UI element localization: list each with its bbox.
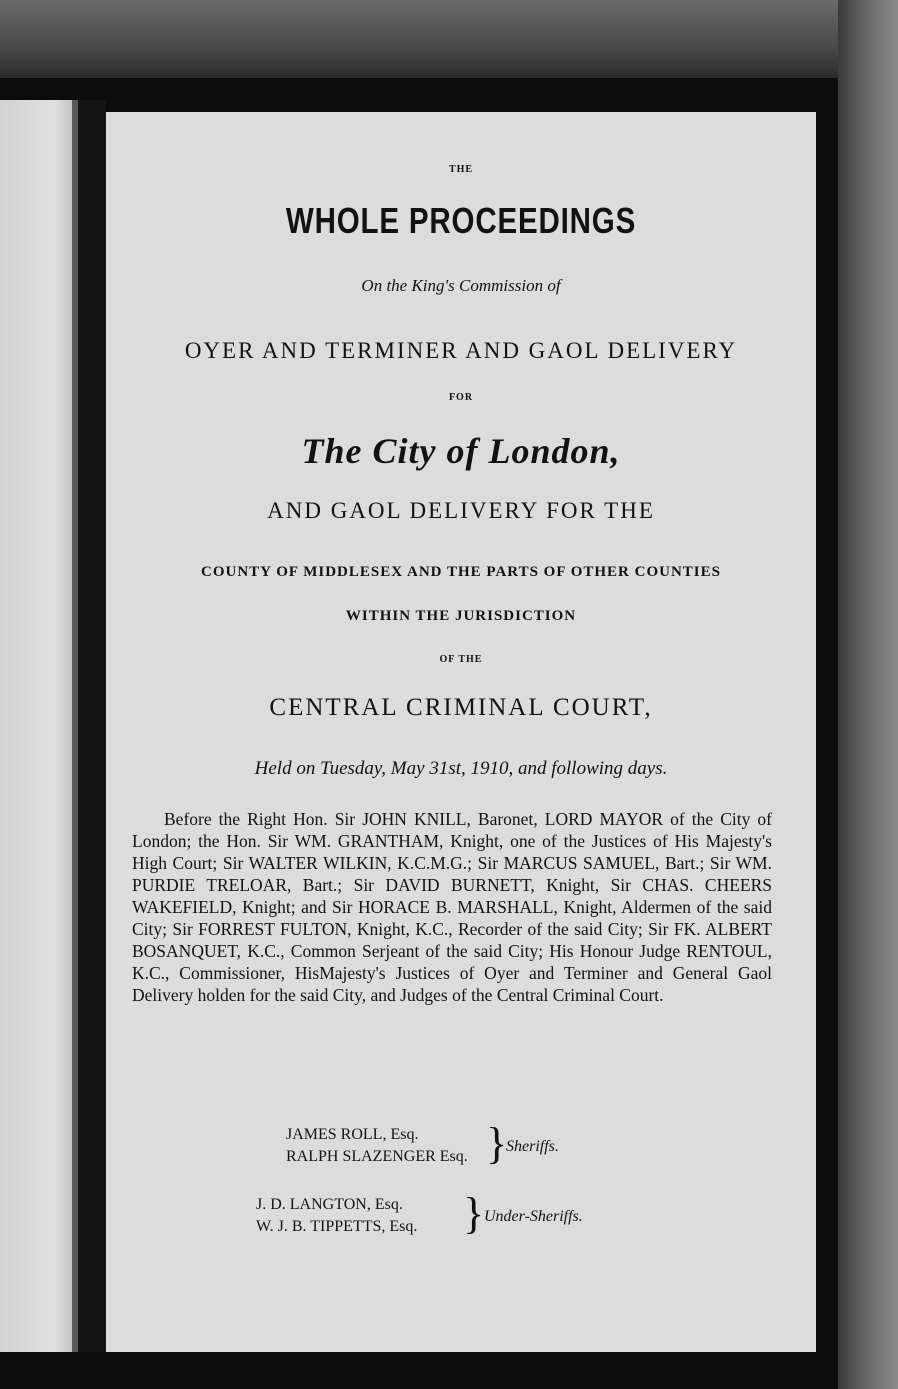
sheriffs-list	[286, 1124, 468, 1168]
under-sheriffs-brace: }	[463, 1189, 485, 1238]
session-date: Held on Tuesday, May 31st, 1910, and following days.	[254, 758, 668, 779]
film-border-top	[0, 0, 898, 78]
heading-the: THE	[448, 164, 474, 175]
under-sheriffs-role: Under-Sheriffs.	[484, 1208, 583, 1225]
sheriff-name: JAMES ROLL, Esq.	[286, 1126, 419, 1143]
page-title: WHOLE PROCEEDINGS	[285, 200, 637, 241]
sheriffs-role: Sheriffs.	[506, 1138, 559, 1155]
city-heading: The City of London,	[301, 431, 621, 471]
county-heading: COUNTY OF MIDDLESEX AND THE PARTS OF OTHER COUNTIES	[201, 564, 721, 580]
facing-page-edge	[0, 100, 78, 1352]
sheriff-name: RALPH SLAZENGER Esq.	[286, 1148, 468, 1165]
title-page	[106, 112, 816, 1352]
commission-subtitle: On the King's Commission of	[361, 276, 561, 295]
book-gutter	[78, 100, 106, 1352]
under-sheriff-name: W. J. B. TIPPETTS, Esq.	[256, 1218, 418, 1235]
sheriffs-brace: }	[486, 1119, 508, 1168]
jurisdiction-heading: WITHIN THE JURISDICTION	[345, 608, 577, 624]
film-border-right	[838, 0, 898, 1389]
under-sheriff-name: J. D. LANGTON, Esq.	[256, 1196, 403, 1213]
under-sheriffs-list	[256, 1194, 417, 1238]
commissioners-paragraph: Before the Right Hon. Sir JOHN KNILL, Baronet, LORD MAYOR of the City of London; the Hon. Sir WM. GRANTHAM, Knight, one of the Justices of His Majesty's High Court; Sir WALTER WILKIN, K.C.M.G.; Sir MARCUS SAMUEL, Bart.; Sir WM. PURDIE TRELOAR, Bart.; Sir DAVID BURNETT, Knight, Sir CHAS. CHEERS WAKEFIELD, Knight; and Sir HORACE B. MARSHALL, Knight, Aldermen of the said City; Sir FORREST FULTON, Knight, K.C., Recorder of the said City; Sir FK. ALBERT BOSANQUET, K.C., Common Serjeant of the said City; His Honour Judge RENTOUL, K.C., Commissioner, HisMajesty's Justices of Oyer and Terminer and General Gaol Delivery holden for the said City, and Judges of the Central Criminal Court.	[132, 809, 772, 1005]
commission-heading: OYER AND TERMINER AND GAOL DELIVERY	[184, 338, 738, 363]
heading-for: FOR	[448, 392, 474, 403]
court-heading: CENTRAL CRIMINAL COURT,	[269, 694, 653, 721]
gaol-delivery-heading: AND GAOL DELIVERY FOR THE	[267, 498, 655, 523]
heading-of-the: OF THE	[439, 654, 483, 665]
